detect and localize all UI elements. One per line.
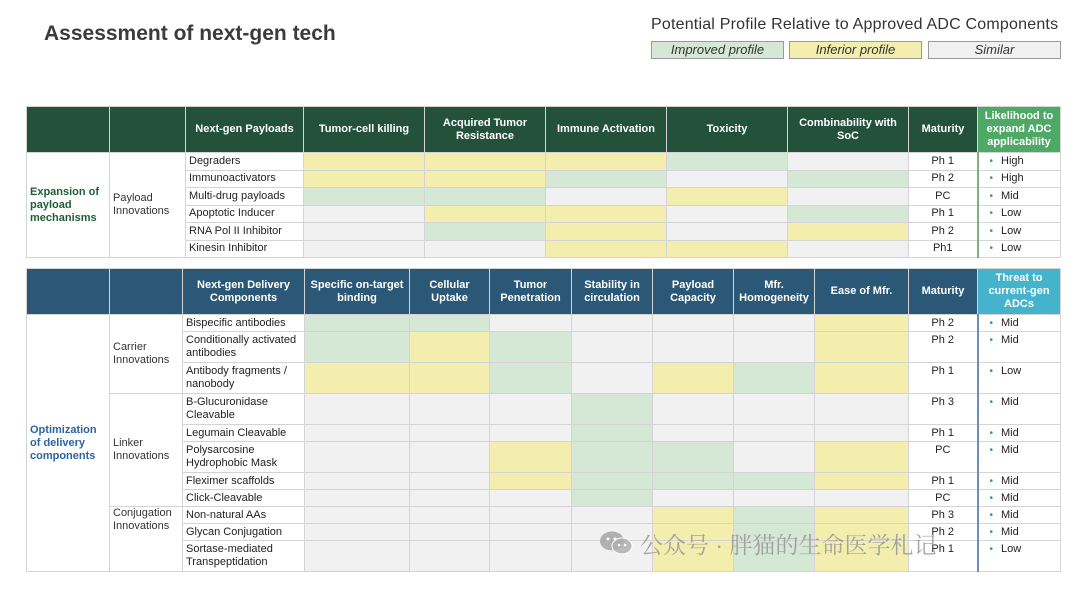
row-name: Polysarcosine Hydrophobic Mask — [183, 442, 305, 473]
rating-cell — [734, 507, 815, 524]
bullet-icon: • — [989, 318, 994, 329]
maturity-cell: Ph 1 — [909, 425, 978, 442]
row-name: Non-natural AAs — [183, 507, 305, 524]
header-cell: Likelihood to expand ADC applicability — [978, 107, 1061, 153]
likelihood-cell — [978, 205, 1061, 223]
bullet-icon: • — [989, 428, 994, 439]
threat-cell — [978, 442, 1061, 473]
header-cell: Tumor-cell killing — [304, 107, 425, 153]
table-row — [27, 442, 1061, 473]
rating-cell — [572, 332, 653, 363]
payload-table — [26, 106, 1061, 258]
rating-cell — [788, 170, 909, 188]
rating-cell — [425, 153, 546, 171]
rating-cell — [572, 394, 653, 425]
rating-cell — [490, 425, 572, 442]
rating-cell — [734, 332, 815, 363]
row-name: Degraders — [186, 153, 304, 171]
rating-cell — [815, 425, 909, 442]
threat-value: Mid — [1001, 492, 1019, 504]
row-name: Fleximer scaffolds — [183, 473, 305, 490]
row-name: Legumain Cleavable — [183, 425, 305, 442]
rating-cell — [490, 442, 572, 473]
header-cell: Next-gen Delivery Components — [183, 269, 305, 315]
likelihood-cell — [978, 188, 1061, 206]
group-label: Expansion of payload mechanisms — [27, 153, 110, 258]
rating-cell — [425, 240, 546, 258]
subgroup-label-linker: Linker Innovations — [110, 394, 183, 507]
rating-cell — [410, 541, 490, 572]
header-cell: Specific on-target binding — [305, 269, 410, 315]
legend-title: Potential Profile Relative to Approved ADC Components — [651, 16, 1059, 33]
maturity-cell: Ph 1 — [909, 541, 978, 572]
likelihood-value: Low — [1001, 207, 1022, 220]
header-cell: Immune Activation — [546, 107, 667, 153]
threat-cell — [978, 490, 1061, 507]
bullet-icon: • — [989, 445, 994, 456]
rating-cell — [667, 240, 788, 258]
threat-value: Mid — [1001, 444, 1019, 456]
maturity-cell: Ph 3 — [909, 507, 978, 524]
header-cell: Next-gen Payloads — [186, 107, 304, 153]
maturity-cell: Ph 1 — [909, 363, 978, 394]
table-row — [27, 490, 1061, 507]
legend-improved: Improved profile — [651, 41, 784, 59]
threat-cell — [978, 363, 1061, 394]
likelihood-value: Mid — [1001, 189, 1019, 202]
rating-cell — [546, 205, 667, 223]
legend-similar: Similar — [928, 41, 1061, 59]
maturity-cell: Ph 3 — [909, 394, 978, 425]
maturity-cell: PC — [909, 442, 978, 473]
rating-cell — [305, 507, 410, 524]
header-cell: Maturity — [909, 269, 978, 315]
rating-cell — [490, 363, 572, 394]
rating-cell — [305, 394, 410, 425]
bullet-icon: • — [989, 493, 994, 504]
threat-cell — [978, 541, 1061, 572]
rating-cell — [304, 170, 425, 188]
maturity-cell: Ph 2 — [909, 524, 978, 541]
rating-cell — [572, 363, 653, 394]
threat-value: Mid — [1001, 475, 1019, 487]
bullet-icon: • — [989, 366, 994, 377]
rating-cell — [546, 170, 667, 188]
header-blank — [27, 269, 110, 315]
rating-cell — [572, 490, 653, 507]
rating-cell — [734, 473, 815, 490]
threat-cell — [978, 394, 1061, 425]
header-cell: Mfr. Homogeneity — [734, 269, 815, 315]
maturity-cell: Ph 1 — [909, 205, 978, 223]
row-name: Conditionally activated antibodies — [183, 332, 305, 363]
rating-cell — [410, 524, 490, 541]
maturity-cell: Ph 1 — [909, 153, 978, 171]
header-cell: Payload Capacity — [653, 269, 734, 315]
rating-cell — [305, 363, 410, 394]
rating-cell — [305, 524, 410, 541]
rating-cell — [410, 490, 490, 507]
header-cell: Stability in circulation — [572, 269, 653, 315]
bullet-icon: • — [989, 173, 994, 185]
threat-value: Mid — [1001, 427, 1019, 439]
table-row — [27, 332, 1061, 363]
rating-cell — [815, 473, 909, 490]
row-name: Antibody fragments / nanobody — [183, 363, 305, 394]
bullet-icon: • — [989, 243, 994, 255]
rating-cell — [410, 442, 490, 473]
subgroup-label-carrier: Carrier Innovations — [110, 315, 183, 394]
maturity-cell: Ph 2 — [909, 332, 978, 363]
header-blank — [110, 107, 186, 153]
header-cell: Combinability with SoC — [788, 107, 909, 153]
rating-cell — [490, 490, 572, 507]
rating-cell — [734, 394, 815, 425]
rating-cell — [653, 442, 734, 473]
rating-cell — [653, 490, 734, 507]
subgroup-label: Payload Innovations — [110, 153, 186, 258]
rating-cell — [734, 315, 815, 332]
rating-cell — [490, 541, 572, 572]
table-row — [27, 153, 1061, 171]
likelihood-value: High — [1001, 154, 1024, 167]
rating-cell — [815, 507, 909, 524]
threat-value: Mid — [1001, 334, 1019, 346]
bullet-icon: • — [989, 155, 994, 167]
row-name: Multi-drug payloads — [186, 188, 304, 206]
rating-cell — [653, 394, 734, 425]
threat-value: Low — [1001, 543, 1022, 555]
rating-cell — [653, 315, 734, 332]
rating-cell — [305, 490, 410, 507]
header-cell: Maturity — [909, 107, 978, 153]
rating-cell — [572, 315, 653, 332]
table-row — [27, 363, 1061, 394]
rating-cell — [815, 363, 909, 394]
rating-cell — [425, 170, 546, 188]
rating-cell — [490, 394, 572, 425]
threat-value: Mid — [1001, 526, 1019, 538]
rating-cell — [815, 394, 909, 425]
header-cell: Cellular Uptake — [410, 269, 490, 315]
row-name: Sortase-mediated Transpeptidation — [183, 541, 305, 572]
rating-cell — [490, 332, 572, 363]
rating-cell — [653, 507, 734, 524]
maturity-cell: Ph 2 — [909, 170, 978, 188]
rating-cell — [490, 473, 572, 490]
bullet-icon: • — [989, 225, 994, 237]
row-name: RNA Pol II Inhibitor — [186, 223, 304, 241]
header-cell: Toxicity — [667, 107, 788, 153]
rating-cell — [490, 315, 572, 332]
row-name: B-Glucuronidase Cleavable — [183, 394, 305, 425]
rating-cell — [425, 188, 546, 206]
rating-cell — [653, 425, 734, 442]
rating-cell — [305, 473, 410, 490]
table-row — [27, 507, 1061, 524]
header-cell: Threat to current-gen ADCs — [978, 269, 1061, 315]
rating-cell — [304, 205, 425, 223]
rating-cell — [653, 332, 734, 363]
rating-cell — [410, 363, 490, 394]
row-name: Kinesin Inhibitor — [186, 240, 304, 258]
table-row — [27, 394, 1061, 425]
rating-cell — [425, 223, 546, 241]
rating-cell — [304, 188, 425, 206]
wechat-icon — [598, 530, 634, 556]
page-title: Assessment of next-gen tech — [44, 22, 336, 45]
rating-cell — [788, 188, 909, 206]
bullet-icon: • — [989, 544, 994, 555]
rating-cell — [667, 205, 788, 223]
rating-cell — [305, 315, 410, 332]
likelihood-value: Low — [1001, 224, 1022, 237]
header-blank — [110, 269, 183, 315]
threat-cell — [978, 507, 1061, 524]
likelihood-cell — [978, 153, 1061, 171]
likelihood-cell — [978, 223, 1061, 241]
rating-cell — [788, 223, 909, 241]
rating-cell — [304, 223, 425, 241]
likelihood-value: Low — [1001, 242, 1022, 255]
maturity-cell: Ph 2 — [909, 315, 978, 332]
rating-cell — [734, 363, 815, 394]
rating-cell — [410, 332, 490, 363]
rating-cell — [734, 425, 815, 442]
threat-cell — [978, 332, 1061, 363]
rating-cell — [410, 507, 490, 524]
rating-cell — [667, 153, 788, 171]
bullet-icon: • — [989, 335, 994, 346]
likelihood-cell — [978, 170, 1061, 188]
rating-cell — [410, 425, 490, 442]
maturity-cell: PC — [909, 188, 978, 206]
rating-cell — [490, 507, 572, 524]
threat-value: Mid — [1001, 317, 1019, 329]
rating-cell — [572, 442, 653, 473]
rating-cell — [410, 315, 490, 332]
rating-cell — [788, 153, 909, 171]
rating-cell — [734, 442, 815, 473]
rating-cell — [572, 473, 653, 490]
rating-cell — [815, 442, 909, 473]
table-row — [27, 425, 1061, 442]
rating-cell — [425, 205, 546, 223]
rating-cell — [667, 223, 788, 241]
maturity-cell: Ph 2 — [909, 223, 978, 241]
rating-cell — [572, 507, 653, 524]
row-name: Apoptotic Inducer — [186, 205, 304, 223]
row-name: Click-Cleavable — [183, 490, 305, 507]
legend-inferior: Inferior profile — [789, 41, 922, 59]
threat-cell — [978, 315, 1061, 332]
group-label: Optimization of delivery components — [27, 315, 110, 572]
watermark: 公众号 · 胖猫的生命医学札记 — [640, 532, 937, 558]
row-name: Glycan Conjugation — [183, 524, 305, 541]
rating-cell — [546, 240, 667, 258]
bullet-icon: • — [989, 510, 994, 521]
bullet-icon: • — [989, 208, 994, 220]
bullet-icon: • — [989, 476, 994, 487]
table-row — [27, 315, 1061, 332]
row-name: Bispecific antibodies — [183, 315, 305, 332]
rating-cell — [546, 153, 667, 171]
likelihood-cell — [978, 240, 1061, 258]
rating-cell — [815, 315, 909, 332]
rating-cell — [305, 425, 410, 442]
rating-cell — [788, 205, 909, 223]
bullet-icon: • — [989, 397, 994, 408]
maturity-cell: PC — [909, 490, 978, 507]
bullet-icon: • — [989, 190, 994, 202]
rating-cell — [490, 524, 572, 541]
rating-cell — [305, 541, 410, 572]
header-cell: Tumor Penetration — [490, 269, 572, 315]
threat-value: Mid — [1001, 509, 1019, 521]
rating-cell — [667, 188, 788, 206]
threat-value: Low — [1001, 365, 1022, 377]
maturity-cell: Ph 1 — [909, 473, 978, 490]
table-row — [27, 473, 1061, 490]
threat-value: Mid — [1001, 396, 1019, 408]
rating-cell — [305, 442, 410, 473]
likelihood-value: High — [1001, 172, 1024, 185]
rating-cell — [304, 153, 425, 171]
rating-cell — [667, 170, 788, 188]
row-name: Immunoactivators — [186, 170, 304, 188]
header-blank — [27, 107, 110, 153]
rating-cell — [788, 240, 909, 258]
rating-cell — [304, 240, 425, 258]
rating-cell — [410, 473, 490, 490]
maturity-cell: Ph1 — [909, 240, 978, 258]
threat-cell — [978, 425, 1061, 442]
rating-cell — [815, 490, 909, 507]
rating-cell — [410, 394, 490, 425]
threat-cell — [978, 524, 1061, 541]
rating-cell — [546, 223, 667, 241]
rating-cell — [572, 425, 653, 442]
rating-cell — [815, 332, 909, 363]
subgroup-label-conjugation: Conjugation Innovations — [110, 507, 183, 572]
bullet-icon: • — [989, 527, 994, 538]
rating-cell — [653, 363, 734, 394]
header-cell: Acquired Tumor Resistance — [425, 107, 546, 153]
rating-cell — [734, 490, 815, 507]
rating-cell — [546, 188, 667, 206]
header-cell: Ease of Mfr. — [815, 269, 909, 315]
threat-cell — [978, 473, 1061, 490]
rating-cell — [305, 332, 410, 363]
rating-cell — [653, 473, 734, 490]
